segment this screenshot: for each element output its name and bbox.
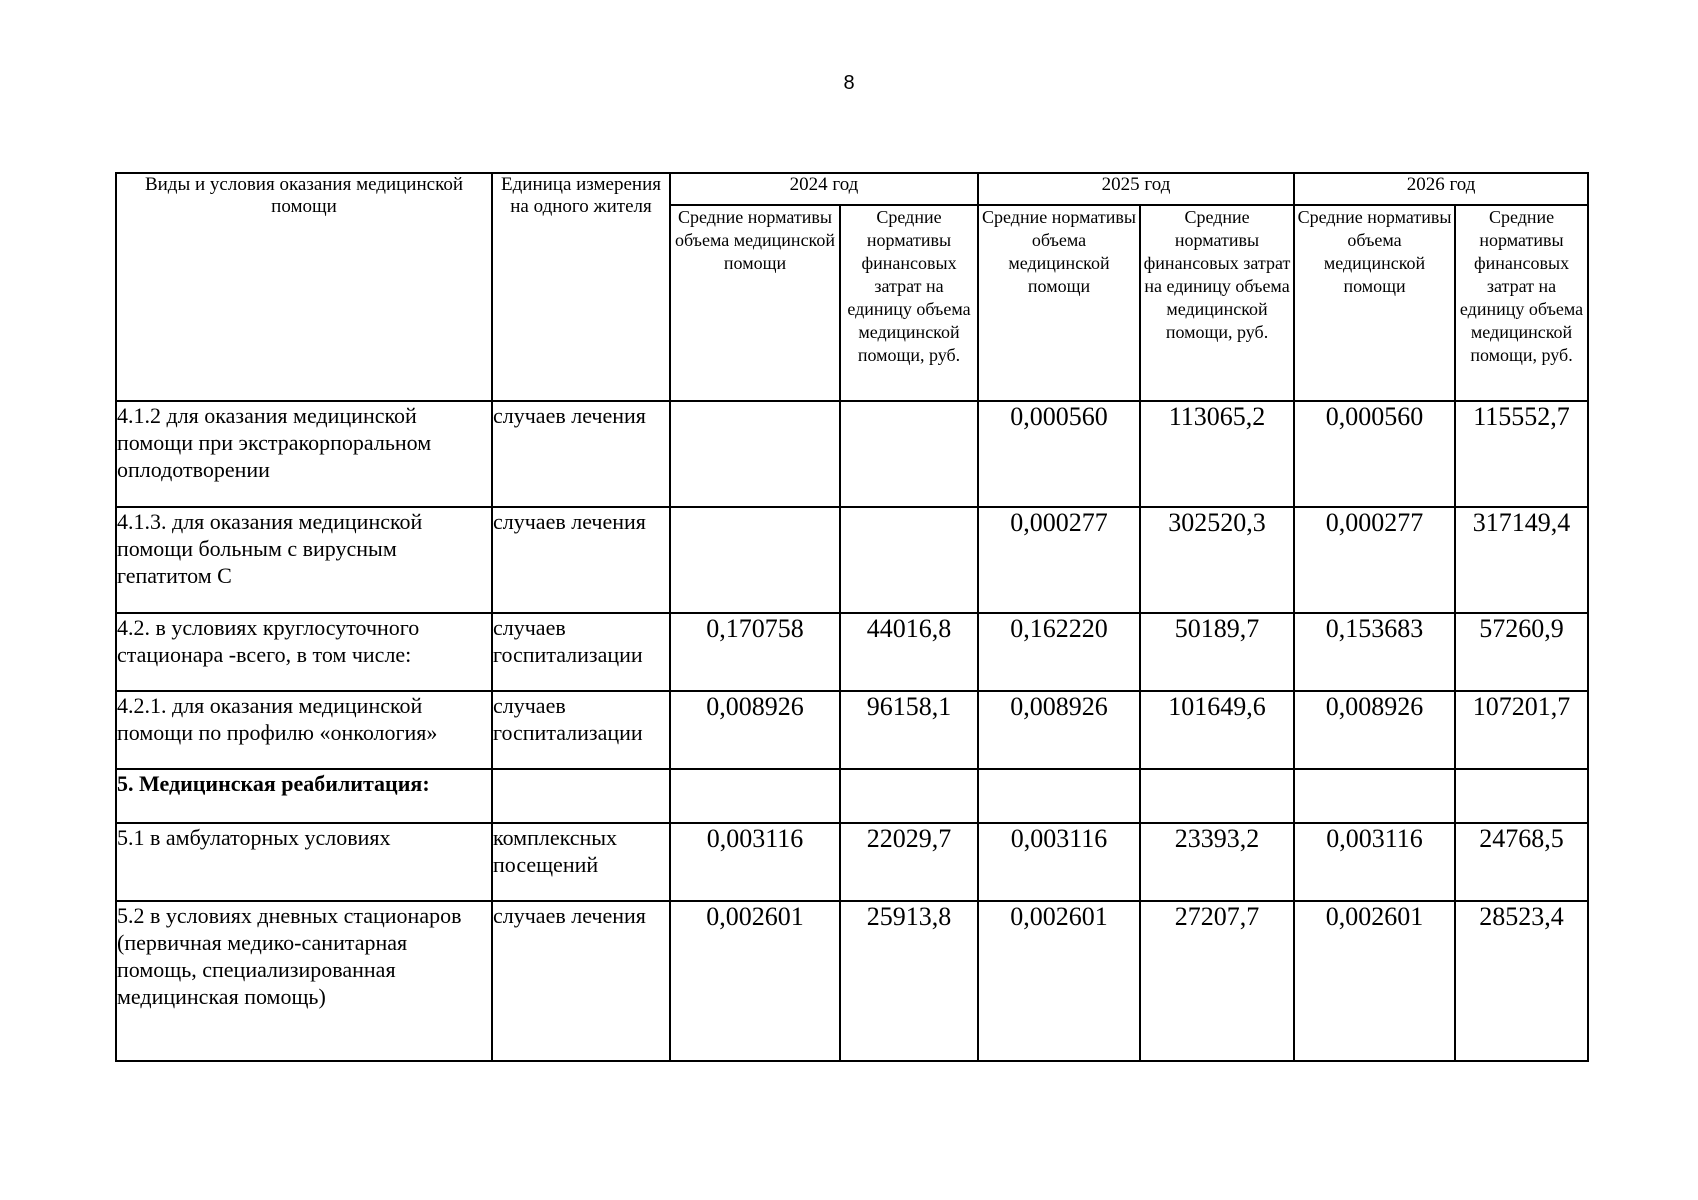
table-row [116,823,1588,901]
cell-cost-2025: 302520,3 [1140,507,1294,613]
cell-volume-2025: 0,003116 [978,823,1140,901]
cell-volume-2025: 0,000277 [978,507,1140,613]
cell-cost-2026: 57260,9 [1455,613,1588,691]
row-unit: случаев лечения [492,401,670,507]
cell-volume-2026: 0,008926 [1294,691,1455,769]
page-number: 8 [843,72,855,94]
row-name: 4.1.3. для оказания медицинской помощи больным с вирусным гепатитом С [116,507,492,613]
cell-cost-2025: 113065,2 [1140,401,1294,507]
cell-cost-2026: 107201,7 [1455,691,1588,769]
row-name: 5.2 в условиях дневных стационаров (первичная медико-санитарная помощь, специализированная медицинская помощь) [116,901,492,1061]
cell-volume-2025: 0,000560 [978,401,1140,507]
row-unit: случаев лечения [492,507,670,613]
table-row [116,901,1588,1061]
header-unit: Единица измерения на одного жителя [492,173,670,401]
cell-volume-2024: 0,170758 [670,613,840,691]
header-kind: Виды и условия оказания медицинской помощи [116,173,492,401]
cell-cost-2025: 50189,7 [1140,613,1294,691]
table-row [116,507,1588,613]
row-unit [492,769,670,823]
cell-cost-2025: 27207,7 [1140,901,1294,1061]
cell-cost-2025: 101649,6 [1140,691,1294,769]
cell-volume-2024: 0,002601 [670,901,840,1061]
cell-cost-2024: 22029,7 [840,823,978,901]
norms-table [115,172,1589,1062]
cell-volume-2026: 0,000560 [1294,401,1455,507]
row-unit: случаев госпитализации [492,613,670,691]
cell-volume-2025: 0,002601 [978,901,1140,1061]
row-name: 4.2. в условиях круглосуточного стационара -всего, в том числе: [116,613,492,691]
row-name: 4.2.1. для оказания медицинской помощи по профилю «онкология» [116,691,492,769]
cell-volume-2024: 0,003116 [670,823,840,901]
header-year-2024: 2024 год [670,173,978,205]
cell-volume-2026: 0,153683 [1294,613,1455,691]
cell-cost-2026: 115552,7 [1455,401,1588,507]
cell-cost-2024: 96158,1 [840,691,978,769]
cell-volume-2024 [670,507,840,613]
table-row-section [116,769,1588,823]
row-name: 4.1.2 для оказания медицинской помощи при экстракорпоральном оплодотворении [116,401,492,507]
header-volume-2026: Средние нормативы объема медицинской помощи [1294,205,1455,401]
header-year-2025: 2025 год [978,173,1294,205]
cell-cost-2026: 24768,5 [1455,823,1588,901]
header-cost-2025: Средние нормативы финансовых затрат на единицу объема медицинской помощи, руб. [1140,205,1294,401]
table-row [116,401,1588,507]
header-volume-2024: Средние нормативы объема медицинской помощи [670,205,840,401]
cell-cost-2024 [840,507,978,613]
cell-volume-2024: 0,008926 [670,691,840,769]
cell-volume-2024 [670,401,840,507]
cell-volume-2026 [1294,769,1455,823]
cell-cost-2024 [840,769,978,823]
cell-volume-2025: 0,008926 [978,691,1140,769]
cell-volume-2026: 0,002601 [1294,901,1455,1061]
header-cost-2024: Средние нормативы финансовых затрат на единицу объема медицинской помощи, руб. [840,205,978,401]
row-name: 5.1 в амбулаторных условиях [116,823,492,901]
section-title: 5. Медицинская реабилитация: [116,769,492,823]
cell-cost-2024: 25913,8 [840,901,978,1061]
header-row-years [116,173,1588,205]
cell-volume-2026: 0,000277 [1294,507,1455,613]
cell-volume-2025 [978,769,1140,823]
row-unit: комплексных посещений [492,823,670,901]
header-year-2026: 2026 год [1294,173,1588,205]
cell-cost-2026 [1455,769,1588,823]
cell-cost-2024 [840,401,978,507]
cell-cost-2025: 23393,2 [1140,823,1294,901]
cell-cost-2024: 44016,8 [840,613,978,691]
row-unit: случаев госпитализации [492,691,670,769]
header-volume-2025: Средние нормативы объема медицинской помощи [978,205,1140,401]
cell-cost-2025 [1140,769,1294,823]
cell-volume-2026: 0,003116 [1294,823,1455,901]
table-row [116,691,1588,769]
cell-cost-2026: 28523,4 [1455,901,1588,1061]
cell-volume-2024 [670,769,840,823]
cell-volume-2025: 0,162220 [978,613,1140,691]
header-cost-2026: Средние нормативы финансовых затрат на единицу объема медицинской помощи, руб. [1455,205,1588,401]
row-unit: случаев лечения [492,901,670,1061]
table-row [116,613,1588,691]
cell-cost-2026: 317149,4 [1455,507,1588,613]
